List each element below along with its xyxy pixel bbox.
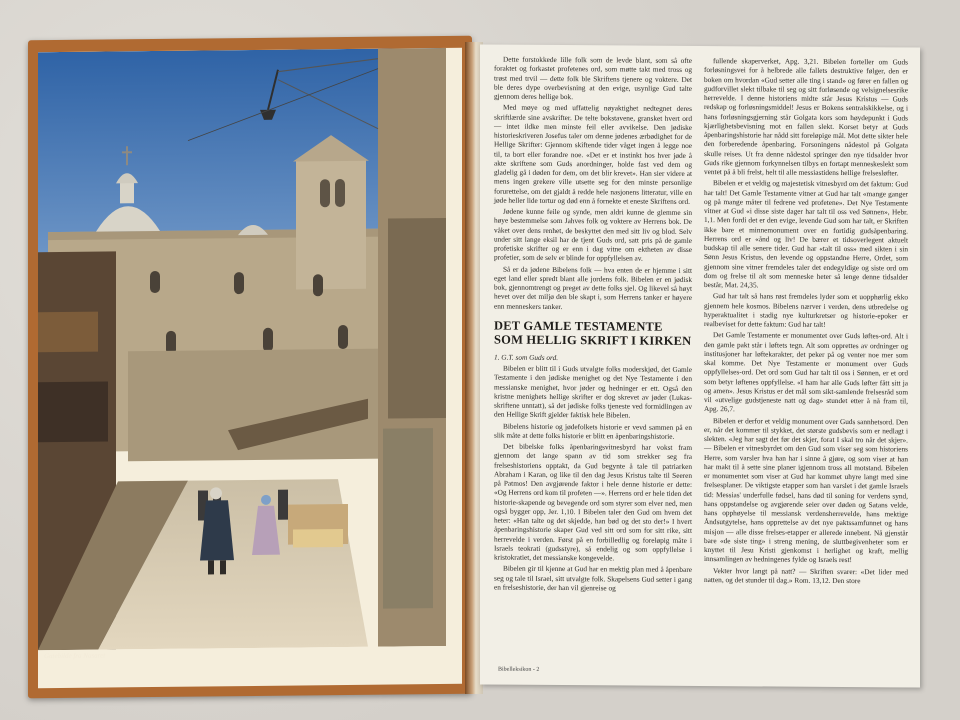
paragraph: Jødene kunne feile og synde, men aldri kunne de glemme sin høye bestemmelse som Jahves folk og voktere av Herrens bok. De våket over dens renhet, de beskyttet den med sitt liv og blod. Selv under sitt lange eksil har de tjent Guds ord, satt pris på de gamle profetiske skrifter og er enn i dag vitne om ektheten av disse profetier, som de selv er blinde for oppfyllelsen av. [494, 206, 692, 263]
paragraph: Bibelen gir til kjenne at Gud har en mektig plan med å åpenbare seg og tale til Israel, sitt utvalgte folk. Skapelsens Gud setter i gang en frelseshistorie, der han vil gjenreise og [494, 563, 692, 593]
paragraph: Bibelens historie og jødefolkets historie er vevd sammen på en slik måte at dette folks historie er blitt en åpenbaringshistorie. [494, 421, 692, 441]
open-book [28, 38, 928, 698]
paragraph: fullende skaperverket, Apg. 3,21. Bibelen forteller om Guds forløsningsvei for å helbrede alle fallets destruktive følger, den er boken om hvordan «Gud setter alle ting i stand» og fører en fallen og gudforvillet slekt tilbake til seg og sitt forløsende og velsignelsesrike herrevelde. I denne historiens midte står Jesus Kristus — Guds redskap og forløsningsmiddel! Jesus er Bokens sentralskikkelse, og i hans forløsningsgjerning står Golgata kors som høydepunkt i Guds kjærlighetsbevisning mot en fallen slekt. Korset betyr at Guds åpenbaringshistorie har nådd sitt foreløpige mål. Mot dette sikter hele den forberedende åpenbaring. Forsoningens nådestol på Golgata skulle reises. Ut fra denne nådestol springer den nye tidsalder hvor Guds rike gjennom forkynnelsen tilbys en fortapt menneskeslekt som ventet på å bli frelst, helt til alle messiastidens hellige frelsesløfter. [704, 56, 908, 178]
paragraph: Med møye og med uffattelig nøyaktighet nedtegnet deres skriftlærde sine avskrifter. De telte bokstavene, gransket hvert ord — intet ildke men minste feil eller avvikelse. Den jødiske historieskriveren Josefus taler om denne jødenes ærbødighet for de Hellige Skrifter: Gjennom skiftende tider våget ingen å legge noe til, ta bort eller forandre noe. «Det er et instinkt hos hver jøde å akte skriftene som Guds anordninger, holde fast ved dem og gladelig gå i døden for dem, om det blir krevet». Han sier videre at mens ingen grekere ville utsette seg for den minste personlige forurettelse, om det gjaldt å redde hele nasjonens litteratur, ville en jøde heller lide tortur og død enn å fornekte et eneste Skriftens ord. [494, 102, 692, 206]
right-page [480, 44, 920, 687]
paragraph: Bibelen er derfor et veldig monument over Guds sannhetsord. Den er, når det kommer til stykket, det største gudsbevis som er nedlagt i slekten. «Jeg har sagt det før det skjer, forat I skal tro når det skjer». — Bibelen er vitnesbyrdet om den Gud som viser seg som historiens Herre, som varsler hva han har i sinne å gjøre, og som viser at han har makt til å sette sine planer igjennom tross all motstand. Bibelen er monumentet som viser at Gud har kommet uhyre langt med sine frelsesplaner. De viktigste etapper som han varslet i det gamle Israels tid: Messias' underfulle fødsel, hans død til soning for verdens synd, hans oppstandelse og avgjørende seier over døden og Satans velde, hans opphøyelse til messiansk verdensherrevelde, hans mektige Åndsutgytelse, hans opprettelse av det nye paktssamfunnet og hans misjon — alle disse frelses-etapper er allerede innebent. Nå gjenstår bare «de siste ting» i streng mening, de sluttbegivenheter som er knyttet til Jesu Kristi gjenkomst i herlighet og kraft, mellig innsamlingen av hedningenes fylde og Israels rest! [704, 415, 908, 565]
paragraph: Det Gamle Testamente er monumentet over Guds løftes-ord. Alt i den gamle pakt står i løftets tegn. Alt som opprettes av ordninger og institusjoner har løftekarakter, det peker på og venter noe mer som skal komme. Det Nye Testamente er monument over Guds oppfyllelses-ord. Det ord som Gud har talt til oss i Sønnen, er et ord som betyr løftenes oppfyllelse. «I ham har alle Guds løfter fått sitt ja og amen». Jesus Kristus er det mål som sikt-samlende frelsesråd som vil «utvelige gudstjeneste natt og dag» stundet etter å nå fram til, Apg. 26,7. [704, 330, 908, 414]
subsection-heading: 1. G.T. som Guds ord. [494, 352, 559, 362]
street-photo [38, 48, 446, 650]
paragraph: Dette forstokkede lille folk som de levde blant, som så ofte foraktet og forkastet profetenes ord, som møtte takt med tross og trøst med trvil — dette folk ble Skriftens tjenere og voktere. Det ble deres dype overbevisning at den evige, usynlige Gud talte gjennom deres hellige bok. [494, 54, 692, 102]
paragraph: Bibelen er et veldig og majestetisk vitnesbyrd om det faktum: Gud har talt! Det Gamle Testamente vitner at Gud har talt «mange ganger og på mange måter til fedrene ved profetene». Det Nye Testamente vitner at Gud «i disse siste dager har talt til oss ved Sønnen», Hebr. 1,1. Men fordi det er den evige, levende Gud som har talt, er Skriften ikke bare et minnemonument over en fortidig gudsåpenbaring. Herrens ord er «ånd og liv! De bærer et tidsoverlegent aktuelt budskap til alle senere tider. Gud har «talt til oss» med sikten i sin Sønn Jesus Kristus, den levende og oppstandne Herre, Ordet, som gjennom sine vitner fremdeles taler det endegyldige og siste ord om dom og frelse til alt som menneske heter så lenge denne tidsalder består, Mat. 24,35. [704, 178, 908, 290]
paragraph: Gud har talt så hans røst fremdeles lyder som et uopphørlig ekko gjennem hele kosmos. Bibelens nærver i verden, dens utbredelse og hyperaktualitet i stadig nye kulturkretser og historie-epoker er realbeviset for dette faktum: Gud har talt! [704, 291, 908, 329]
section-heading: DET GAMLE TESTAMENTE SOM HELLIG SKRIFT I KIRKEN [494, 318, 692, 348]
paragraph: Vekter hvor langt på natt? — Skriften svarer: «Det lider med natten, og det stunder til dag.» Rom. 13,12. Den store [704, 565, 908, 585]
page-folio: Bibelleksikon - 2 [498, 666, 540, 673]
paragraph: Så er da jødene Bibelens folk — hva enten de er hjemme i sitt eget land eller spredt blant alle jordens folk. Bibelen er en jødisk bok, gjennomtrengt og preget av dette folks sjel. Og likevel så høyt hevet over det miljø den ble skapt i, som Herrens tanker er høyere enn menneskers tanker. [494, 264, 692, 311]
text-column-left [494, 55, 692, 595]
photo-caption: Gatebilde fra Nasaret [44, 651, 106, 661]
book-cover-left [28, 36, 472, 699]
text-column-right [704, 56, 908, 587]
paragraph: Bibelen er blitt til i Guds utvalgte folks moderskjød, det Gamle Testamente i den jødiske menighet og det Nye Testamente i den messianske menighet, hvor jøder og hedninger er ett. Også den kristne menighets hellige skrifter er dog skrevet av jøder (Lukas-skriftene unntatt), så det jødiske folks tjeneste ved formidlingen av den Hellige Skrift gjelder faktisk hele Bibelen. [494, 363, 692, 420]
paragraph: Det bibelske folks åpenbaringsvitnesbyrd har vokst fram gjennom det lange spann av tid som strekker seg fra frelseshistoriens opptakt, da Gud begynte å tale til patriarken Abraham i Karan, og like til den dag Jesus Kristus talte til Seeren på Patmos! Den avgjørende faktor i hele denne historie er dette: «Og Herrens ord kom til profeten —». Herrens ord er hele tiden det historie-skapende og bevegende ord som styrer som elver ned, men også bygger opp, Jer. 1,10. I Bibelen taler den Gud om hvem det heter: «Han talte og det skjedde, han bød og det sto der!» I hvert åpenbaringshistorie skaper Gud ved sitt ord som for sitt rike, sitt herrevelde i verden. Først på en forbilledlig og foreløpig måte i Israels teokrati (gudsstyre), så endelig og som oppfyllelse i kristokratiet, det messianske kongevelde. [494, 441, 692, 563]
